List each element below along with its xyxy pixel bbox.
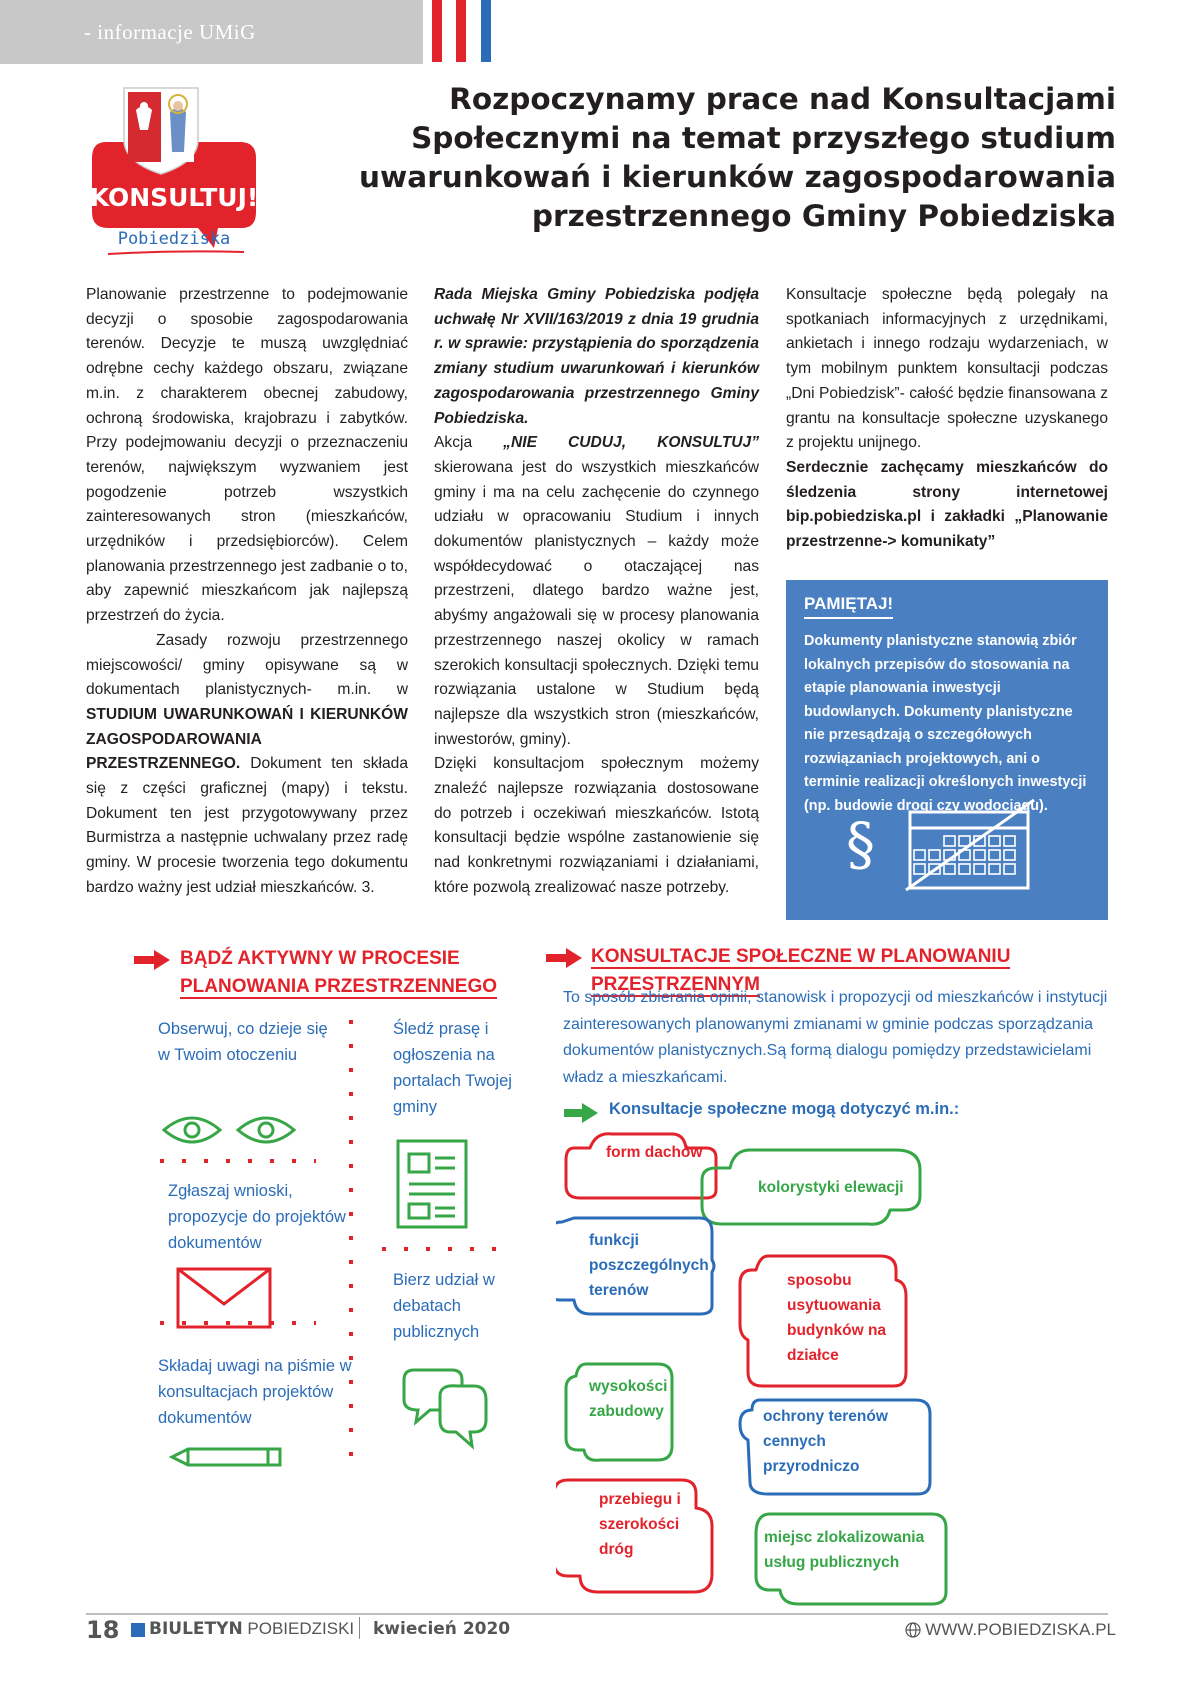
dotted-divider bbox=[158, 1318, 318, 1328]
paragraph: Dzięki konsultacjom społecznym możemy znaleźć najlepsze rozwiązania dostosowane do potrzeb i oczekiwań mieszkańców. Istotą konsultacji będzie wspólne zastanowienie się nad konkretnymi rozwiązaniami i działaniami, które pozwolą zrealizować nasze potrzeby. bbox=[434, 755, 759, 896]
paragraph bbox=[434, 431, 759, 752]
article-column-1 bbox=[86, 283, 408, 901]
topic-wysokosci-zabudowy: wysokości zabudowy bbox=[589, 1378, 668, 1420]
remember-box bbox=[786, 580, 1108, 920]
globe-icon bbox=[905, 1622, 921, 1638]
active-title-line: BĄDŹ AKTYWNY W PROCESIE bbox=[180, 948, 460, 969]
section-tab bbox=[0, 0, 423, 64]
article-column-3 bbox=[786, 283, 1108, 555]
publication-name bbox=[149, 1619, 354, 1639]
footer-separator bbox=[359, 1617, 360, 1639]
vertical-dotted-divider bbox=[346, 1018, 356, 1474]
article-column-2 bbox=[434, 283, 759, 901]
topic-ochrony-terenow: ochrony terenów cennych przyrodniczo bbox=[763, 1408, 888, 1475]
issue-date: kwiecień 2020 bbox=[373, 1619, 511, 1639]
page-number: 18 bbox=[86, 1616, 120, 1644]
paragraph: Konsultacje społeczne będą polegały na spotkaniach informacyjnych z urzędnikami, ankietach i innego rodzaju wydarzeniach, w tym mobilnym punktem konsultacji podczas „Dni Pobiedzisk”- całość będzie finansowana z grantu na konsultacje społeczne uzyskanego z projektu unijnego. bbox=[786, 286, 1108, 452]
text-run: Akcja bbox=[434, 434, 504, 452]
konsultuj-logo bbox=[86, 82, 262, 272]
headline-line: przestrzennego Gminy Pobiedziska bbox=[531, 199, 1116, 233]
blue-square-icon bbox=[131, 1623, 145, 1637]
red-stripe bbox=[456, 0, 466, 62]
action-name: „NIE CUDUJ, KONSULTUJ” bbox=[503, 434, 760, 452]
topic-sposobu-usytuowania: sposobu usytuowania budynków na działce bbox=[787, 1272, 887, 1364]
debates-tip: Bierz udział w debatach publicznych bbox=[393, 1271, 495, 1341]
publication-rest: POBIEDZISKI bbox=[242, 1619, 355, 1638]
topic-form-dachow: form dachów bbox=[606, 1144, 703, 1161]
text-run: Dokument ten składa się z części graficznej (mapy) i tekstu. Dokument ten jest przygotowywany przez Burmistrza a następnie uchwalany przez radę gminy. W procesie tworzenia tego dokumentu bardzo ważny jest udział mieszkańców. 3. bbox=[86, 755, 408, 896]
arrow-right-icon bbox=[564, 1103, 598, 1123]
newspaper-icon bbox=[395, 1138, 469, 1230]
calendar-crossed-icon bbox=[904, 798, 1036, 892]
active-section-title bbox=[180, 945, 497, 1001]
active-title-line: PLANOWANIA PRZESTRZENNEGO bbox=[180, 976, 498, 997]
follow-tip: Śledź prasę i ogłoszenia na portalach Twojej gminy bbox=[393, 1020, 512, 1116]
section-tab-label: - informacje UMiG bbox=[84, 20, 256, 44]
arrow-right-icon bbox=[134, 950, 170, 970]
logo-town-text: Pobiedziska bbox=[117, 229, 231, 249]
topic-uslug-publicznych: miejsc zlokalizowania usług publicznych bbox=[764, 1529, 925, 1571]
headline-line: uwarunkowań i kierunków zagospodarowania bbox=[359, 160, 1116, 194]
footer-rule bbox=[86, 1613, 1108, 1615]
dotted-divider bbox=[158, 1156, 318, 1166]
observe-tip: Obserwuj, co dzieje się w Twoim otoczeniu bbox=[158, 1020, 328, 1064]
website-link[interactable]: WWW.POBIEDZISKA.PL bbox=[925, 1620, 1116, 1639]
topic-kolorystyki-elewacji: kolorystyki elewacji bbox=[758, 1179, 904, 1196]
headline-line: Społecznymi na temat przyszłego studium bbox=[411, 121, 1116, 155]
topic-funkcji-terenow: funkcji poszczególnych terenów bbox=[589, 1232, 709, 1299]
arrow-right-icon bbox=[546, 948, 582, 968]
red-stripe bbox=[432, 0, 442, 62]
submit-tip: Zgłaszaj wnioski, propozycje do projektów dokumentów bbox=[168, 1182, 346, 1252]
article-headline bbox=[356, 80, 1116, 236]
text-run: skierowana jest do wszystkich mieszkańców gminy i ma na celu zachęcenie do czynnego udziału w opracowaniu Studium i innych dokumentów planistycznych – każdy może współdecydować o otaczającej nas przestrzeni, dlatego bardzo ważne jest, abyśmy angażowali się w procesy planowania przestrzennego naszej okolicy w ramach szerokich konsultacji społecznych. Dzięki temu rozwiązania ustalone w Studium będą najlepsze dla wszystkich stron (mieszkańców, inwestorów, gminy). bbox=[434, 458, 759, 748]
speech-bubbles-icon bbox=[400, 1366, 490, 1452]
remarks-tip: Składaj uwagi na piśmie w konsultacjach projektów dokumentów bbox=[158, 1357, 352, 1427]
text-run: Zasady rozwoju przestrzennego miejscowości/ gminy opisywane są w dokumentach planistycznych- m.in. w bbox=[86, 631, 408, 699]
resolution-text: Rada Miejska Gminy Pobiedziska podjęła uchwałę Nr XVII/163/2019 z dnia 19 grudnia r. w sprawie: przystąpienia do sporządzenia zmiany studium uwarunkowań i kierunków zagospodarowania przestrzennego Gminy Pobiedziska. bbox=[434, 286, 759, 427]
logo-badge-text: KONSULTUJ! bbox=[89, 183, 259, 212]
blue-stripe bbox=[481, 0, 491, 62]
document-name: STUDIUM UWARUNKOWAŃ I KIERUNKÓW ZAGOSPODAROWANIA PRZESTRZENNEGO. bbox=[86, 705, 408, 773]
remember-text: Dokumenty planistyczne stanowią zbiór lokalnych przepisów do stosowania na etapie planowania inwestycji budowlanych. Dokumenty planistyczne nie przesądzają o szczegółowych rozwiązaniach projektowych, ani o terminie realizacji określonych inwestycji (np. budowie drogi czy wodociągu). bbox=[804, 633, 1087, 814]
encouragement-text: Serdecznie zachęcamy mieszkańców do śledzenia strony internetowej bip.pobiedziska.pl i zakładki „Planowanie przestrzenne-> komunikaty” bbox=[786, 458, 1108, 551]
remember-title: PAMIĘTAJ! bbox=[804, 594, 893, 619]
topic-przebiegu-drog: przebiegu i szerokości dróg bbox=[599, 1491, 681, 1558]
section-sign-icon: § bbox=[846, 810, 875, 878]
coat-of-arms-icon bbox=[124, 88, 198, 174]
consult-title-text: KONSULTACJE SPOŁECZNE W PLANOWANIU PRZESTRZENNYM bbox=[591, 946, 1011, 995]
publication-bold: BIULETYN bbox=[149, 1619, 243, 1639]
paragraph: Planowanie przestrzenne to podejmowanie decyzji o sposobie zagospodarowania terenów. Decyzje te muszą uwzględniać odrębne cechy każdego obszaru, związane m.in. z charakterem obecnej zabudowy, ochroną środowiska, krajobrazu i zabytków. Przy podejmowaniu decyzji o przeznaczeniu terenów, największym wyzwaniem jest pogodzenie potrzeb wszystkich zainteresowanych stron (mieszkańców, urzędników i przedsiębiorców). Celem planowania przestrzennego jest zadbanie o to, aby zapewnić mieszkańcom jak najlepszą przestrzeń do życia. bbox=[86, 286, 408, 625]
consult-sub-title: Konsultacje społeczne mogą dotyczyć m.in.: bbox=[609, 1100, 960, 1118]
dotted-divider bbox=[380, 1244, 500, 1254]
consult-lead: To sposób zbierania opinii, stanowisk i propozycji od mieszkańców i instytucji zainteresowanych planowanymi zmianami w gminie podczas sporządzania dokumentów planistycznych.Są formą dialogu pomiędzy przedstawicielami władz a mieszkańcami. bbox=[563, 989, 1108, 1086]
paragraph bbox=[86, 629, 408, 901]
headline-line: Rozpoczynamy prace nad Konsultacjami bbox=[449, 82, 1116, 116]
eyes-icon bbox=[160, 1108, 300, 1152]
pencil-icon bbox=[168, 1444, 286, 1470]
